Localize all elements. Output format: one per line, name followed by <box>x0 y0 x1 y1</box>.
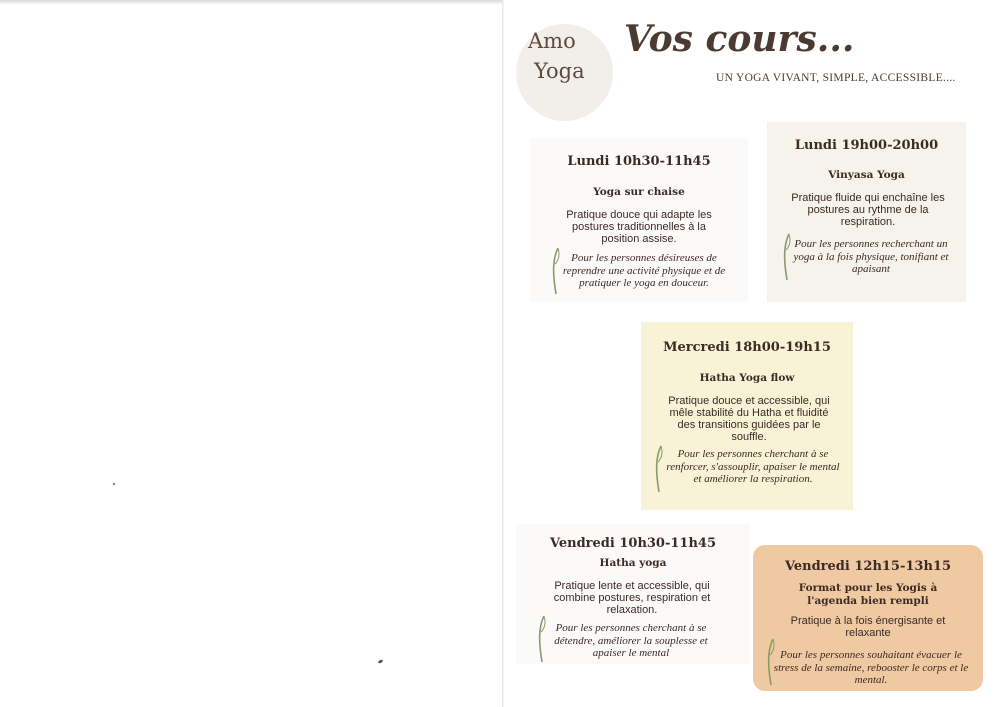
page-subtitle: UN YOGA VIVANT, SIMPLE, ACCESSIBLE.... <box>716 72 956 84</box>
class-audience: Pour les personnes cherchant à se renforcer, s'assouplir, apaiser le mental et améliorer la respiration. <box>666 448 840 485</box>
logo-line-1: Amo <box>528 29 576 53</box>
class-time: Mercredi 18h00-19h15 <box>663 340 831 355</box>
class-card-friday-morning <box>516 524 750 664</box>
class-style: Vinyasa Yoga <box>828 169 905 181</box>
class-description: Pratique lente et accessible, qui combine postures, respiration et relaxation. <box>553 580 711 616</box>
scan-speck <box>113 483 115 485</box>
page-title: Vos cours... <box>624 18 855 60</box>
logo-line-2: Yoga <box>534 59 585 83</box>
class-audience: Pour les personnes cherchant à se détendre, améliorer la souplesse et apaiser le mental <box>554 622 708 659</box>
class-style: Yoga sur chaise <box>593 186 685 198</box>
class-card-friday-noon <box>753 545 983 691</box>
class-description: Pratique douce et accessible, qui mêle stabilité du Hatha et fluidité des transitions guidées par le souffle. <box>668 395 830 443</box>
class-description: Pratique à la fois énergisante et relaxante <box>790 615 946 639</box>
class-card-monday-evening <box>767 122 966 302</box>
class-time: Vendredi 10h30-11h45 <box>549 536 717 551</box>
class-time: Lundi 10h30-11h45 <box>567 154 711 169</box>
class-style: Hatha Yoga flow <box>699 372 795 384</box>
logo <box>528 26 598 86</box>
class-card-wednesday <box>641 322 853 510</box>
class-style: Hatha yoga <box>599 557 667 569</box>
class-audience: Pour les personnes désireuses de reprendre une activité physique et de pratiquer le yoga en douceur. <box>562 252 726 289</box>
class-audience: Pour les personnes recherchant un yoga à la fois physique, tonifiant et apaisant <box>793 238 949 275</box>
class-description: Pratique fluide qui enchaîne les postures au rythme de la respiration. <box>791 192 945 228</box>
class-card-monday-morning <box>530 138 748 302</box>
class-style: Format pour les Yogis à l'agenda bien rempli <box>798 582 938 607</box>
class-time: Vendredi 12h15-13h15 <box>784 559 952 574</box>
class-description: Pratique douce qui adapte les postures traditionnelles à la position assise. <box>566 209 712 245</box>
class-audience: Pour les personnes souhaitant évacuer le stress de la semaine, rebooster le corps et le mental. <box>773 649 969 686</box>
class-time: Lundi 19h00-20h00 <box>794 138 939 153</box>
